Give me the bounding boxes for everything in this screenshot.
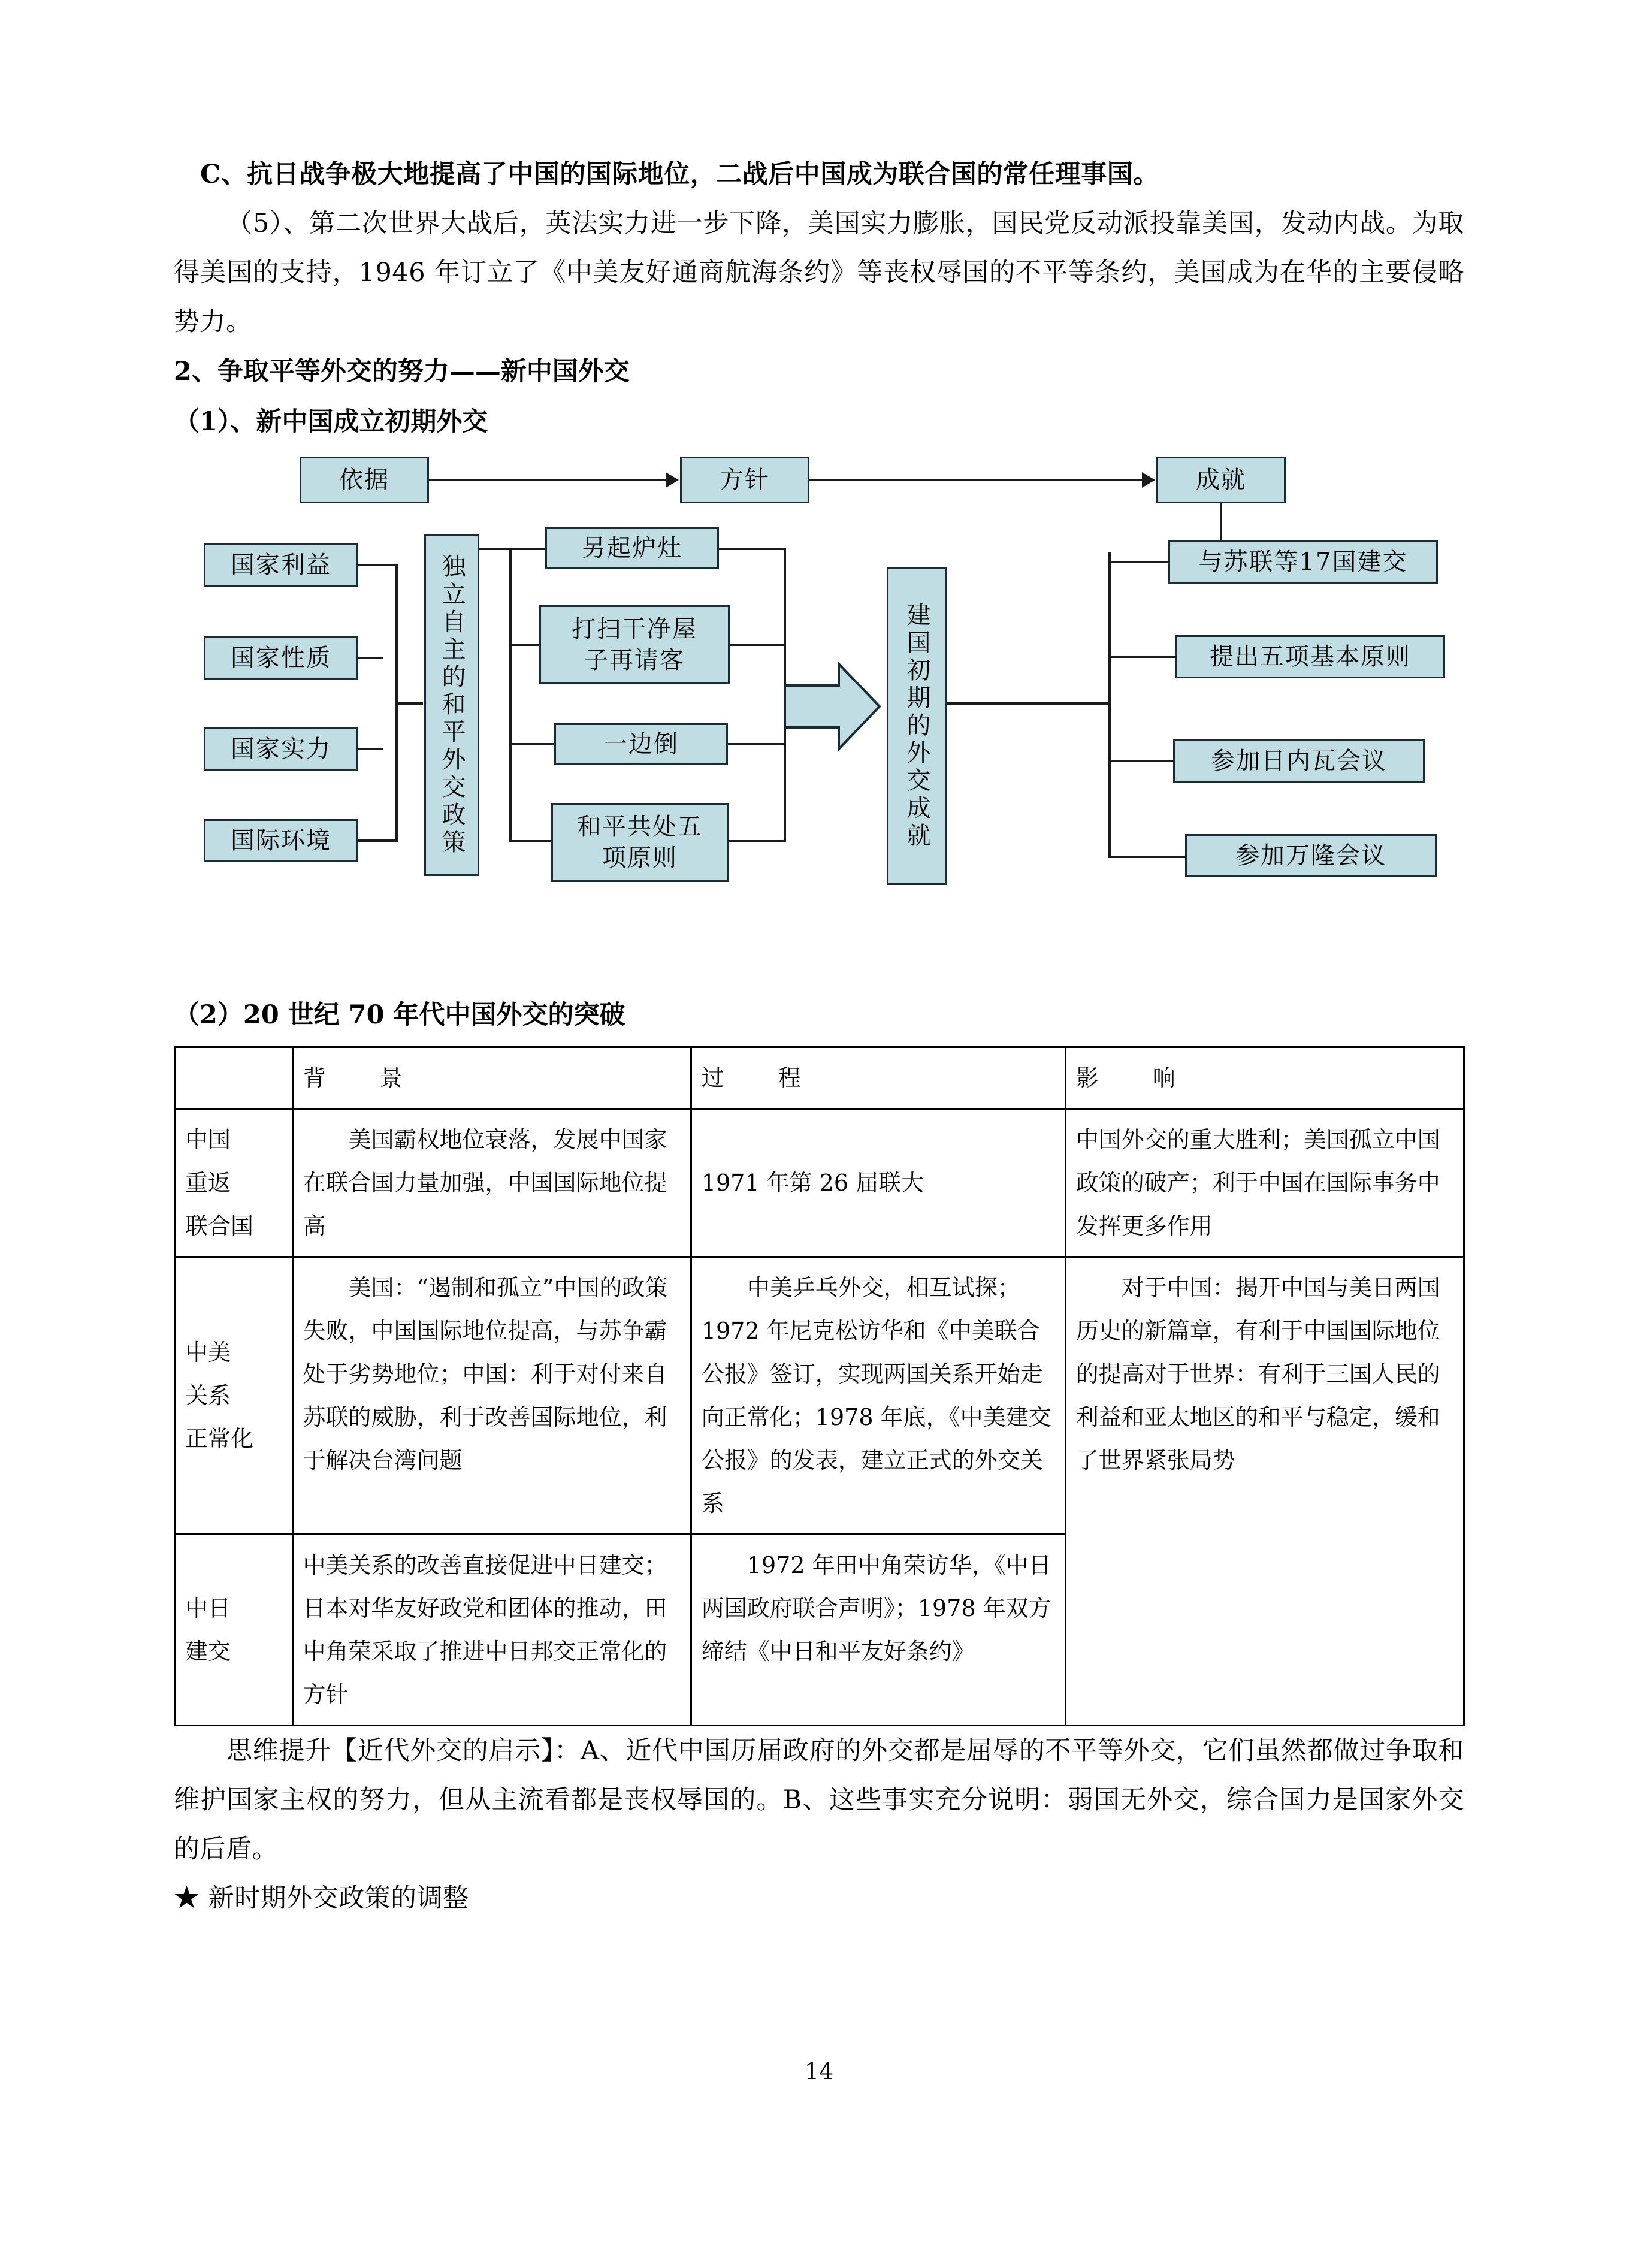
row-label-sino-us-normalization: 中美 关系 正常化 (175, 1257, 293, 1535)
cell-background-sino-us: 美国：“遏制和孤立”中国的政策失败，中国国际地位提高，与苏争霸处于劣势地位；中国：利于对付来自苏联的威胁，利于改善国际地位，利于解决台湾问题 (292, 1257, 691, 1535)
node-independent-peaceful-policy (424, 534, 479, 876)
table-header-process: 过 程 (691, 1047, 1065, 1109)
connector-from-achievement-box (1220, 503, 1222, 540)
middle-spine-left (509, 548, 512, 841)
cell-impact-un-return: 中国外交的重大胜利；美国孤立中国政策的破产；利于中国在国际事务中发挥更多作用 (1065, 1109, 1464, 1257)
cell-background-sino-japan: 中美关系的改善直接促进中日建交；日本对华友好政党和团体的推动，田中角荣采取了推进中日邦交正常化的方针 (292, 1535, 691, 1726)
table-header-row (175, 1047, 1464, 1109)
node-policy-label: 方针 (720, 466, 770, 494)
node-early-prc-diplomatic-achievements (887, 567, 947, 885)
page-number: 14 (804, 2058, 834, 2085)
node-establish-relations-17-countries (1168, 540, 1438, 584)
cell-impact-sino-us: 对于中国：揭开中国与美日两国历史的新篇章，有利于中国国际地位的提高对于世界：有利于三国人民的利益和亚太地区的和平与稳定，缓和了世界紧张局势 (1065, 1257, 1464, 1726)
right-stub-1 (1108, 561, 1169, 563)
right-stub-2 (1108, 656, 1177, 658)
left-stub-2 (358, 657, 383, 659)
node-establish-relations-17-countries-label: 与苏联等17国建交 (1198, 548, 1408, 576)
cell-process-un-return: 1971 年第 26 届联大 (691, 1109, 1065, 1257)
block-arrow-to-results (784, 662, 882, 751)
arrowhead-policy-to-achievement (1142, 472, 1155, 488)
paragraph-item-5: （5）、第二次世界大战后，英法实力进一步下降，美国实力膨胀，国民党反动派投靠美国，发动内战。为取得美国的支持，1946 年订立了《中美友好通商航海条约》等丧权辱国的不平等条约，美国成为在华的主要侵略势力。 (174, 209, 1464, 337)
node-lean-to-one-side-label: 一边倒 (603, 730, 679, 758)
node-national-interest-label: 国家利益 (231, 551, 331, 579)
node-international-environment-label: 国际环境 (231, 827, 331, 854)
new-china-diplomacy-flowchart (174, 451, 1468, 990)
node-basis (300, 457, 429, 503)
node-national-interest (204, 543, 358, 587)
middle-stub-right-1 (719, 548, 786, 550)
table-header-blank (175, 1047, 293, 1109)
heading-section-2-2: （2）20 世纪 70 年代中国外交的突破 (174, 1000, 625, 1030)
node-national-strength (204, 727, 358, 771)
diplomacy-breakthrough-table (174, 1046, 1465, 1726)
middle-stub-left-4 (509, 840, 551, 842)
node-international-environment (204, 819, 358, 862)
heading-section-2-1: （1）、新中国成立初期外交 (174, 407, 488, 437)
cell-process-sino-japan: 1972 年田中角荣访华，《中日两国政府联合声明》；1978 年双方缔结《中日和平友好条约》 (691, 1535, 1065, 1726)
paragraph-conclusion: 思维提升【近代外交的启示】：A、近代中国历届政府的外交都是屈辱的不平等外交，它们虽然都做过争取和维护国家主权的努力，但从主流看都是丧权辱国的。B、这些事实充分说明：弱国无外交，综合国力是国家外交的后盾。 (174, 1736, 1464, 1864)
node-national-strength-label: 国家实力 (231, 735, 331, 763)
node-policy (680, 457, 809, 503)
table-header-background: 背 景 (292, 1047, 691, 1109)
row-label-un-return: 中国 重返 联合国 (175, 1109, 293, 1257)
table-header-impact: 影 响 (1065, 1047, 1464, 1109)
node-achievement (1156, 457, 1286, 503)
middle-stub-left-2 (509, 644, 539, 646)
middle-stub-left-1 (479, 548, 545, 550)
heading-section-2: 2、争取平等外交的努力——新中国外交 (174, 357, 630, 386)
cell-background-un-return: 美国霸权地位衰落，发展中国家在联合国力量加强，中国国际地位提高 (292, 1109, 691, 1257)
node-attend-bandung-conference (1185, 834, 1437, 877)
node-clean-house-first-label: 打扫干净屋子再请客 (572, 615, 697, 674)
node-national-nature-label: 国家性质 (231, 644, 331, 672)
right-bracket-from-result (947, 702, 1110, 705)
left-stub-3 (358, 748, 383, 750)
node-independent-peaceful-policy-label: 独立自主的和平外交政策 (438, 554, 466, 857)
node-propose-five-principles (1175, 635, 1445, 678)
arrowhead-basis-to-policy (666, 472, 679, 488)
node-attend-geneva-conference-label: 参加日内瓦会议 (1211, 747, 1387, 775)
right-stub-4 (1108, 856, 1186, 858)
right-stub-3 (1108, 760, 1174, 762)
cell-process-sino-us: 中美乒乓外交，相互试探；1972 年尼克松访华和《中美联合公报》签订，实现两国关系开始走向正常化；1978 年底，《中美建交公报》的发表，建立正式的外交关系 (691, 1257, 1065, 1535)
node-start-new-stove-label: 另起炉灶 (582, 534, 682, 562)
node-early-prc-diplomatic-achievements-label: 建国初期的外交成就 (903, 602, 930, 850)
node-start-new-stove (545, 527, 719, 569)
table-row (175, 1109, 1464, 1257)
node-lean-to-one-side (554, 723, 728, 765)
middle-stub-left-3 (509, 743, 554, 745)
middle-stub-right-2 (730, 644, 786, 646)
left-stub-4 (358, 839, 398, 842)
right-bracket-spine (1108, 552, 1111, 858)
paragraph-c-item: C、抗日战争极大地提高了中国的国际地位，二战后中国成为联合国的常任理事国。 (200, 159, 1159, 189)
middle-stub-right-3 (728, 743, 786, 745)
arrow-policy-to-achievement (809, 479, 1142, 481)
node-clean-house-first (539, 605, 730, 684)
node-propose-five-principles-label: 提出五项基本原则 (1210, 643, 1411, 671)
table-row (175, 1257, 1464, 1535)
paragraph-star-line: ★ 新时期外交政策的调整 (174, 1883, 469, 1913)
node-attend-bandung-conference-label: 参加万隆会议 (1235, 842, 1386, 869)
left-bracket-to-policybox (398, 702, 423, 705)
node-achievement-label: 成就 (1196, 466, 1246, 494)
node-basis-label: 依据 (339, 466, 389, 494)
node-attend-geneva-conference (1173, 739, 1425, 783)
middle-stub-right-4 (729, 840, 786, 842)
node-national-nature (204, 636, 358, 680)
node-five-principles-coexistence (551, 803, 729, 882)
node-five-principles-coexistence-label: 和平共处五项原则 (577, 813, 703, 872)
left-stub-1 (358, 564, 398, 566)
arrow-basis-to-policy (429, 479, 666, 481)
row-label-sino-japan: 中日 建交 (175, 1535, 293, 1726)
